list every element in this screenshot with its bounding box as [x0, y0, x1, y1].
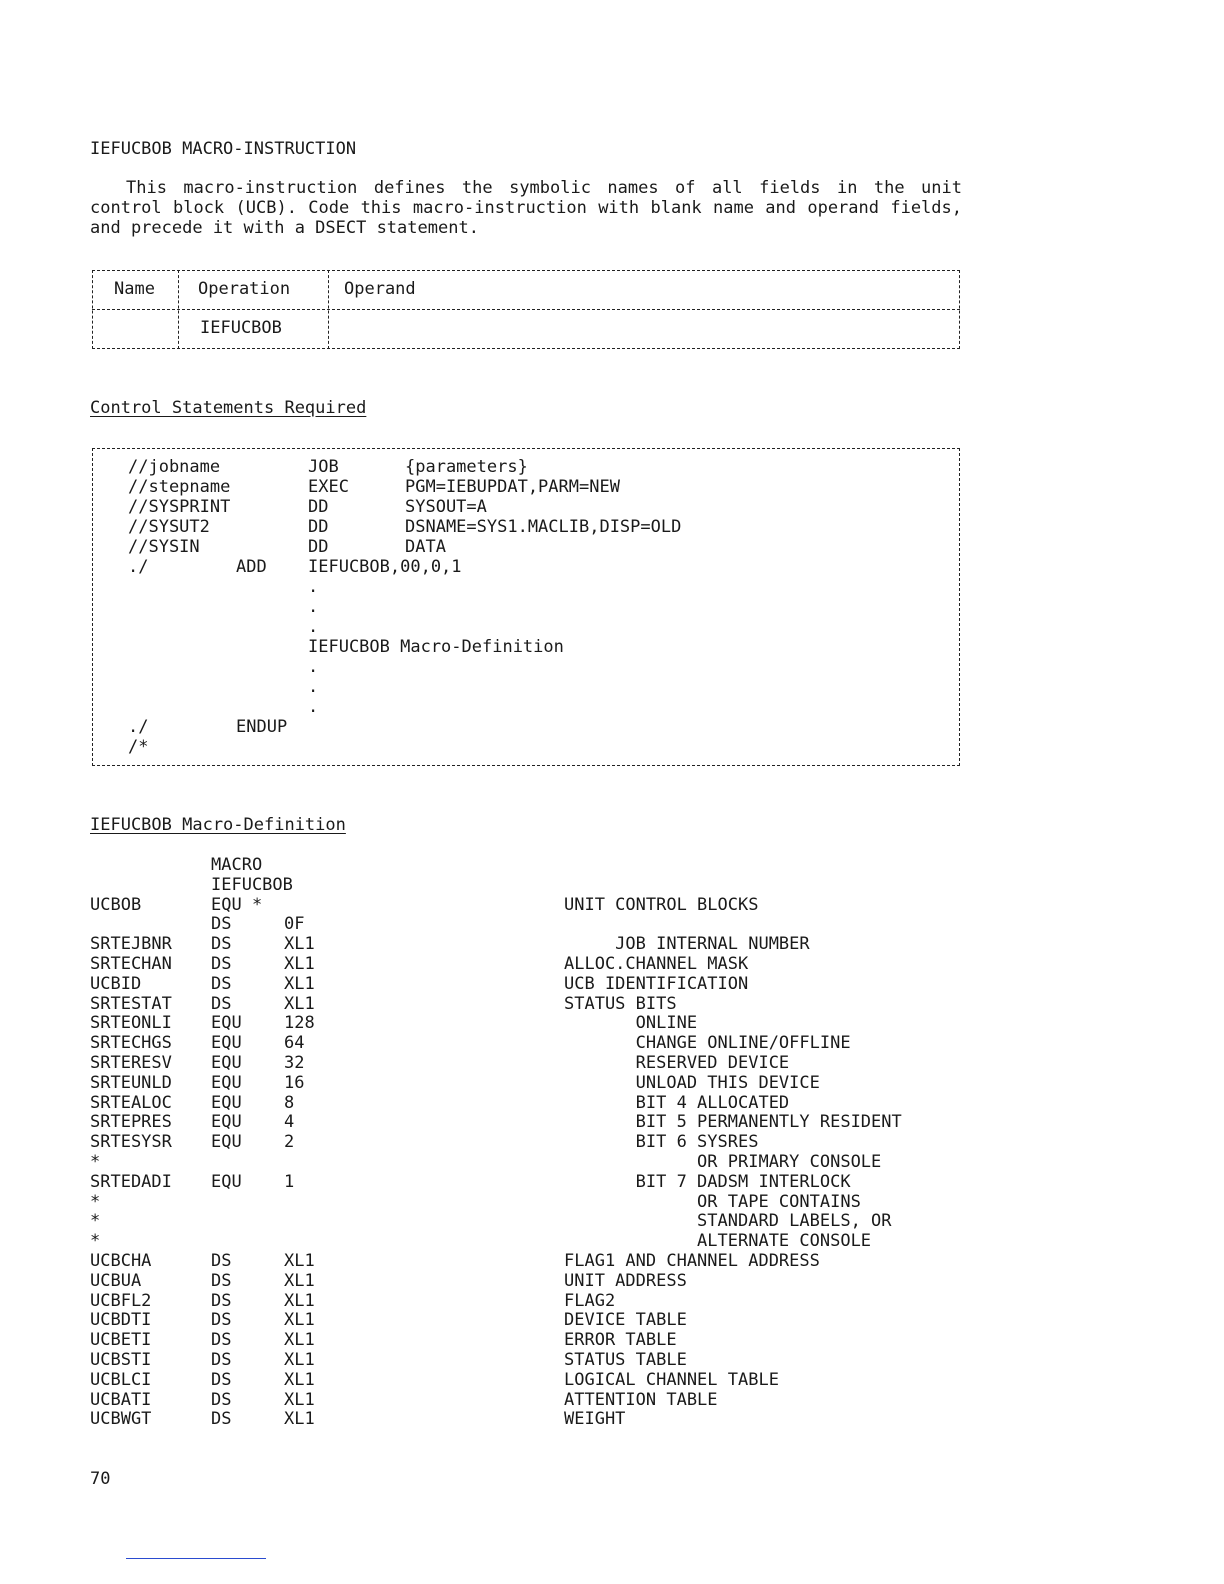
- control-line-text: /*: [128, 737, 149, 757]
- definition-row: [90, 934, 970, 954]
- field-comment: JOB INTERNAL NUMBER: [564, 934, 810, 955]
- field-comment: STATUS TABLE: [564, 1350, 687, 1370]
- field-comment: STATUS BITS: [564, 993, 677, 1014]
- field-operand: XL1: [284, 1369, 315, 1390]
- field-comment: ATTENTION TABLE: [564, 1389, 718, 1410]
- definition-row: [90, 994, 970, 1014]
- control-line-text: DD: [308, 497, 329, 517]
- field-operand: XL1: [284, 1409, 315, 1430]
- definition-row: [90, 895, 970, 915]
- field-name: SRTEPRES: [90, 1112, 172, 1133]
- definition-row: [90, 1132, 970, 1152]
- field-comment: BIT 4 ALLOCATED: [564, 1092, 790, 1113]
- field-comment: BIT 7 DADSM INTERLOCK: [564, 1171, 851, 1192]
- control-statements-title: Control Statements Required: [90, 398, 367, 418]
- definition-row: [90, 1291, 970, 1311]
- field-comment: BIT 6 SYSRES: [564, 1132, 759, 1153]
- field-comment: UNLOAD THIS DEVICE: [564, 1072, 820, 1093]
- field-operation: DS: [211, 1330, 232, 1351]
- control-line-text: DATA: [405, 537, 446, 557]
- header-operation: Operation: [198, 279, 291, 299]
- field-comment: ALTERNATE CONSOLE: [564, 1231, 872, 1252]
- field-operation: DS: [211, 973, 232, 994]
- field-comment: CHANGE ONLINE/OFFLINE: [564, 1033, 851, 1054]
- control-line-text: .: [308, 657, 319, 677]
- footer-rule: [126, 1558, 266, 1559]
- control-line-text: IEFUCBOB,00,0,1: [308, 557, 462, 577]
- field-name: UCBATI: [90, 1389, 152, 1410]
- field-comment: UNIT CONTROL BLOCKS: [564, 894, 759, 915]
- field-name: UCBUA: [90, 1270, 142, 1291]
- field-operand: 2: [284, 1132, 295, 1153]
- field-name: UCBFL2: [90, 1290, 152, 1311]
- definition-row: [90, 875, 970, 895]
- field-operand: XL1: [284, 1350, 315, 1370]
- field-operation: EQU *: [211, 894, 263, 915]
- section-heading: IEFUCBOB MACRO-INSTRUCTION: [90, 139, 357, 159]
- field-operation: EQU: [211, 1112, 242, 1133]
- field-operand: 32: [284, 1053, 305, 1073]
- field-operand: XL1: [284, 1389, 315, 1410]
- control-line-text: //SYSIN: [128, 537, 200, 557]
- definition-row: [90, 1350, 970, 1370]
- control-line-text: DD: [308, 537, 329, 557]
- field-operand: XL1: [284, 1290, 315, 1311]
- field-comment: DEVICE TABLE: [564, 1310, 687, 1331]
- field-operand: 1: [284, 1171, 295, 1192]
- field-operation: DS: [211, 1350, 232, 1370]
- field-operation: DS: [211, 1290, 232, 1311]
- field-operation: DS: [211, 914, 232, 935]
- field-operand: XL1: [284, 1270, 315, 1291]
- field-operation: EQU: [211, 1092, 242, 1113]
- field-operation: MACRO: [211, 855, 263, 875]
- field-operation: EQU: [211, 1013, 242, 1034]
- field-comment: WEIGHT: [564, 1409, 626, 1430]
- field-name: UCBOB: [90, 894, 142, 915]
- field-comment: UCB IDENTIFICATION: [564, 973, 749, 994]
- field-operand: XL1: [284, 993, 315, 1014]
- field-operand: 128: [284, 1013, 315, 1034]
- field-name: UCBETI: [90, 1330, 152, 1351]
- field-operand: 8: [284, 1092, 295, 1113]
- field-name: UCBSTI: [90, 1350, 152, 1370]
- field-operation: DS: [211, 1409, 232, 1430]
- header-operand: Operand: [344, 279, 416, 299]
- field-name: SRTESTAT: [90, 993, 172, 1014]
- control-line-text: {parameters}: [405, 457, 528, 477]
- definition-row: [90, 954, 970, 974]
- definition-row: [90, 1370, 970, 1390]
- field-name: SRTEONLI: [90, 1013, 172, 1034]
- field-operation: EQU: [211, 1171, 242, 1192]
- field-operand: 16: [284, 1072, 305, 1093]
- definition-row: [90, 1231, 970, 1251]
- field-operand: 64: [284, 1033, 305, 1054]
- control-line-text: .: [308, 697, 319, 717]
- field-operation: DS: [211, 954, 232, 974]
- field-comment: LOGICAL CHANNEL TABLE: [564, 1369, 779, 1390]
- field-comment: ALLOC.CHANNEL MASK: [564, 954, 749, 974]
- control-line-text: //jobname: [128, 457, 221, 477]
- field-comment: ERROR TABLE: [564, 1330, 677, 1351]
- definition-row: [90, 1053, 970, 1073]
- header-name: Name: [114, 279, 155, 299]
- field-comment: OR PRIMARY CONSOLE: [564, 1152, 882, 1172]
- control-line-text: ENDUP: [236, 717, 288, 737]
- field-name: SRTEUNLD: [90, 1072, 172, 1093]
- field-name: SRTECHGS: [90, 1033, 172, 1054]
- field-name: UCBLCI: [90, 1369, 152, 1390]
- field-operation: EQU: [211, 1053, 242, 1073]
- field-operation: DS: [211, 993, 232, 1014]
- row-operation: IEFUCBOB: [200, 318, 282, 338]
- field-comment: STANDARD LABELS, OR: [564, 1211, 892, 1232]
- definition-row: [90, 1390, 970, 1410]
- field-name: SRTERESV: [90, 1053, 172, 1073]
- field-comment: FLAG2: [564, 1290, 616, 1311]
- field-operand: XL1: [284, 973, 315, 994]
- definition-row: [90, 1172, 970, 1192]
- control-line-text: //SYSPRINT: [128, 497, 231, 517]
- field-comment: FLAG1 AND CHANNEL ADDRESS: [564, 1251, 820, 1271]
- control-line-text: PGM=IEBUPDAT,PARM=NEW: [405, 477, 620, 497]
- field-name: SRTESYSR: [90, 1132, 172, 1153]
- definition-row: [90, 1330, 970, 1350]
- control-line-text: //SYSUT2: [128, 517, 210, 537]
- page-number: 70: [90, 1469, 111, 1489]
- field-operation: DS: [211, 1369, 232, 1390]
- field-operation: DS: [211, 1251, 232, 1271]
- field-name: SRTEDADI: [90, 1171, 172, 1192]
- control-line-text: DD: [308, 517, 329, 537]
- definition-row: [90, 1192, 970, 1212]
- field-name: *: [90, 1152, 101, 1172]
- field-comment: RESERVED DEVICE: [564, 1053, 790, 1073]
- field-operand: XL1: [284, 954, 315, 974]
- control-line-text: .: [308, 617, 319, 637]
- control-line-text: IEFUCBOB Macro-Definition: [308, 637, 564, 657]
- field-operand: 0F: [284, 914, 305, 935]
- field-comment: ONLINE: [564, 1013, 698, 1034]
- field-name: *: [90, 1231, 101, 1252]
- field-operand: XL1: [284, 1330, 315, 1351]
- definition-row: [90, 914, 970, 934]
- field-name: SRTEALOC: [90, 1092, 172, 1113]
- definition-row: [90, 1310, 970, 1330]
- definition-row: [90, 1093, 970, 1113]
- field-operation: EQU: [211, 1033, 242, 1054]
- field-operation: IEFUCBOB: [211, 874, 293, 895]
- field-operation: DS: [211, 1270, 232, 1291]
- definition-row: [90, 1271, 970, 1291]
- definition-row: [90, 1152, 970, 1172]
- field-comment: BIT 5 PERMANENTLY RESIDENT: [564, 1112, 902, 1133]
- field-operation: EQU: [211, 1072, 242, 1093]
- field-name: UCBCHA: [90, 1251, 152, 1271]
- control-line-text: JOB: [308, 457, 339, 477]
- macro-definition-title: IEFUCBOB Macro-Definition: [90, 815, 346, 835]
- definition-row: [90, 974, 970, 994]
- field-name: *: [90, 1191, 101, 1212]
- control-line-text: SYSOUT=A: [405, 497, 487, 517]
- field-name: SRTEJBNR: [90, 934, 172, 955]
- field-operation: DS: [211, 1310, 232, 1331]
- control-line-text: ./: [128, 717, 149, 737]
- definition-row: [90, 1013, 970, 1033]
- definition-row: [90, 1211, 970, 1231]
- control-line-text: DSNAME=SYS1.MACLIB,DISP=OLD: [405, 517, 682, 537]
- field-name: UCBWGT: [90, 1409, 152, 1430]
- field-operand: XL1: [284, 934, 315, 955]
- definition-row: [90, 855, 970, 875]
- field-name: *: [90, 1211, 101, 1232]
- field-comment: OR TAPE CONTAINS: [564, 1191, 861, 1212]
- control-line-text: .: [308, 597, 319, 617]
- definition-row: [90, 1251, 970, 1271]
- field-operand: XL1: [284, 1310, 315, 1331]
- field-operation: EQU: [211, 1132, 242, 1153]
- field-operand: XL1: [284, 1251, 315, 1271]
- field-name: UCBID: [90, 973, 142, 994]
- field-operation: DS: [211, 934, 232, 955]
- definition-row: [90, 1033, 970, 1053]
- definition-row: [90, 1073, 970, 1093]
- control-line-text: EXEC: [308, 477, 349, 497]
- control-line-text: .: [308, 677, 319, 697]
- control-line-text: .: [308, 577, 319, 597]
- control-line-text: ADD: [236, 557, 267, 577]
- intro-paragraph: This macro-instruction defines the symbolic names of all fields in the unit control block (UCB). Code this macro-instruction with blank name and operand fields, and precede it with a DSECT statement.: [90, 178, 962, 238]
- field-operation: DS: [211, 1389, 232, 1410]
- definition-row: [90, 1409, 970, 1429]
- control-line-text: ./: [128, 557, 149, 577]
- field-operand: 4: [284, 1112, 295, 1133]
- field-name: SRTECHAN: [90, 954, 172, 974]
- control-line-text: //stepname: [128, 477, 231, 497]
- field-comment: UNIT ADDRESS: [564, 1270, 687, 1291]
- definition-row: [90, 1112, 970, 1132]
- field-name: UCBDTI: [90, 1310, 152, 1331]
